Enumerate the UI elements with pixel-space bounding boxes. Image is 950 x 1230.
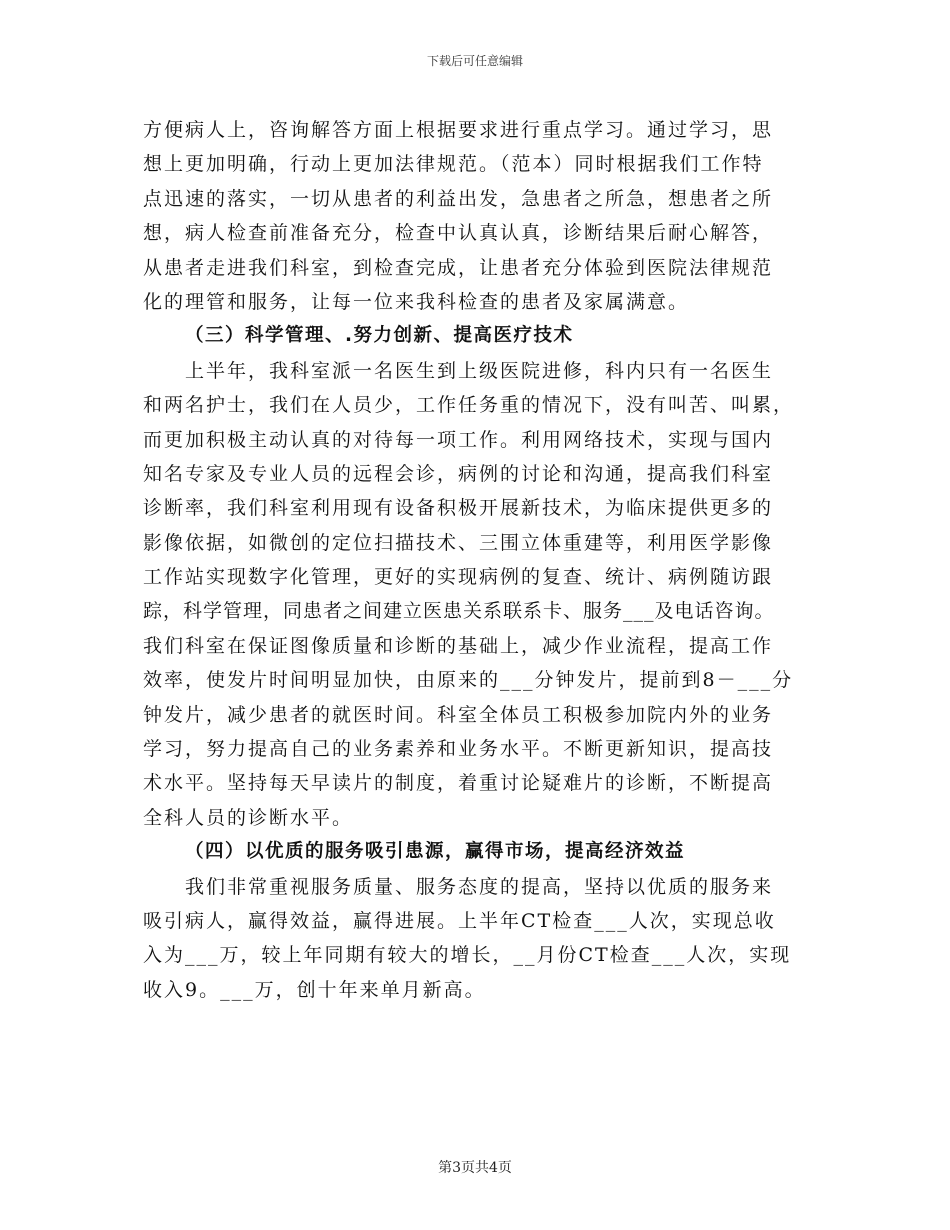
text-line-13: 影像依据，如微创的定位扫描技术、三围立体重建等，利用医学影像 bbox=[143, 531, 774, 554]
text-line-18: 钟发片，减少患者的就医时间。科室全体员工积极参加院内外的业务 bbox=[143, 703, 774, 726]
text-line-17: 效率，使发片时间明显加快，由原来的___分钟发片，提前到8－___分 bbox=[143, 669, 794, 692]
text-line-4: 想，病人检查前准备充分，检查中认真认真，诊断结果后耐心解答， bbox=[143, 222, 774, 245]
document-body bbox=[143, 113, 823, 1007]
page-footer: 第3页共4页 bbox=[438, 1160, 512, 1176]
text-line-3: 点迅速的落实，一切从患者的利益出发，急患者之所急，想患者之所 bbox=[143, 187, 774, 210]
text-line-24: 吸引病人，赢得效益，赢得进展。上半年CT检查___人次，实现总收 bbox=[143, 909, 776, 932]
text-line-26: 收入9。___万，创十年来单月新高。 bbox=[143, 978, 486, 1001]
text-line-12: 诊断率，我们科室利用现有设备积极开展新技术，为临床提供更多的 bbox=[143, 497, 774, 520]
text-line-16: 我们科室在保证图像质量和诊断的基础上，减少作业流程，提高工作 bbox=[143, 634, 774, 657]
text-line-8: 上半年，我科室派一名医生到上级医院进修，科内只有一名医生 bbox=[185, 359, 774, 382]
page-header: 下载后可任意编辑 bbox=[426, 54, 523, 68]
text-line-15: 踪，科学管理，同患者之间建立医患关系联系卡、服务___及电话咨询。 bbox=[143, 600, 775, 623]
text-line-19: 学习，努力提高自己的业务素养和业务水平。不断更新知识，提高技 bbox=[143, 738, 774, 761]
text-line-20: 术水平。坚持每天早读片的制度，着重讨论疑难片的诊断，不断提高 bbox=[143, 772, 774, 795]
text-line-1: 方便病人上，咨询解答方面上根据要求进行重点学习。通过学习，思 bbox=[143, 119, 774, 141]
text-line-5: 从患者走进我们科室，到检查完成，让患者充分体验到医院法律规范 bbox=[143, 256, 774, 279]
text-line-2: 想上更加明确，行动上更加法律规范。（范本）同时根据我们工作特 bbox=[143, 153, 764, 176]
section-heading-4: （四）以优质的服务吸引患源，赢得市场，提高经济效益 bbox=[185, 841, 686, 863]
text-line-23: 我们非常重视服务质量、服务态度的提高，坚持以优质的服务来 bbox=[185, 875, 774, 898]
text-line-14: 工作站实现数字化管理，更好的实现病例的复查、统计、病例随访跟 bbox=[143, 566, 774, 589]
text-line-25: 入为___万，较上年同期有较大的增长，__月份CT检查___人次，实现 bbox=[143, 944, 792, 967]
text-line-6: 化的理管和服务，让每一位来我科检查的患者及家属满意。 bbox=[143, 290, 690, 313]
text-line-21: 全科人员的诊断水平。 bbox=[143, 806, 354, 829]
text-line-10: 而更加积极主动认真的对待每一项工作。利用网络技术，实现与国内 bbox=[143, 428, 774, 451]
section-heading-3: （三）科学管理、.努力创新、提高医疗技术 bbox=[185, 325, 574, 347]
text-line-9: 和两名护士，我们在人员少，工作任务重的情况下，没有叫苦、叫累， bbox=[143, 394, 795, 417]
text-line-11: 知名专家及专业人员的远程会诊，病例的讨论和沟通，提高我们科室 bbox=[143, 462, 774, 485]
